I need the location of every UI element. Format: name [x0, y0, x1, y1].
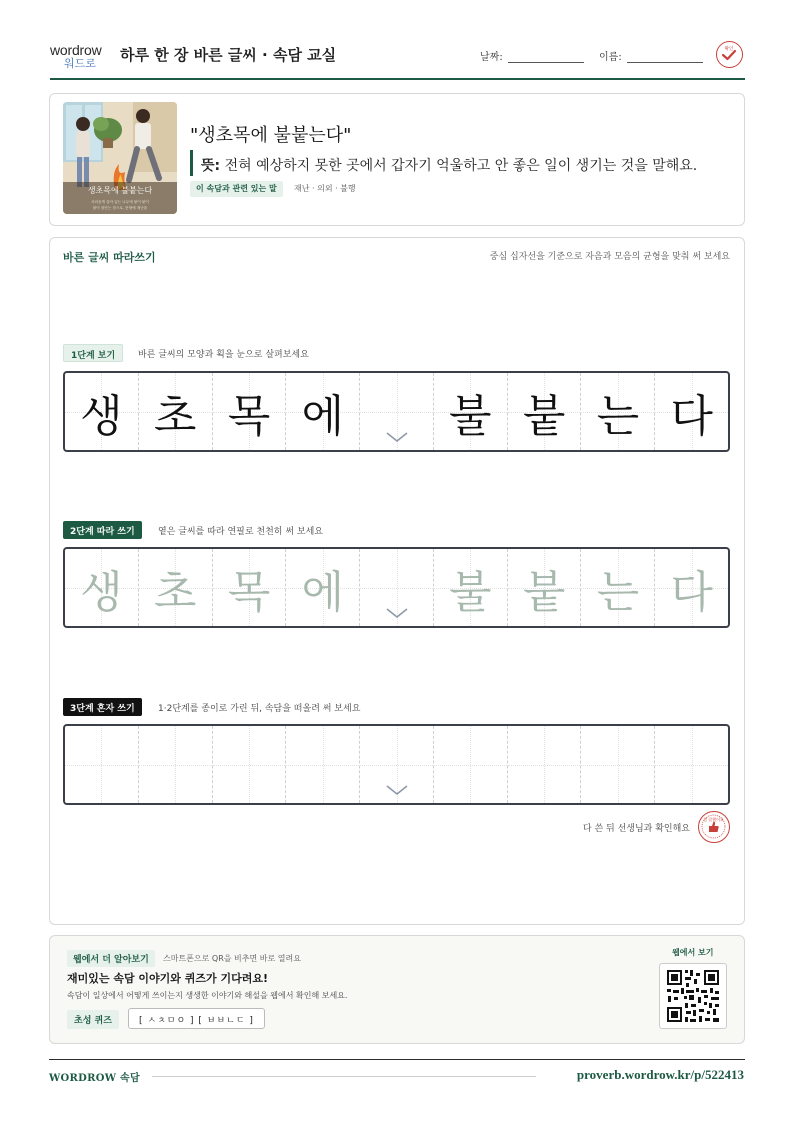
- blank-cell[interactable]: [655, 726, 728, 803]
- blank-cell[interactable]: [65, 726, 139, 803]
- header-divider: [50, 78, 745, 80]
- quiz-badge: 초성 퀴즈: [67, 1010, 119, 1029]
- web-title: 재미있는 속담 이야기와 퀴즈가 기다려요!: [67, 972, 268, 985]
- proverb-meaning: [201, 155, 697, 175]
- practice-hint: 중심 십자선을 기준으로 자음과 모음의 균형을 맞춰 써 보세요: [489, 252, 730, 262]
- name-field[interactable]: [627, 62, 703, 63]
- meaning-accent-bar: [190, 150, 193, 176]
- practice-title: 바른 글씨 따라쓰기: [63, 251, 156, 264]
- approval-stamp-icon: [716, 41, 743, 68]
- grid-cell: 목: [213, 373, 287, 450]
- stamp-label: 참 잘했어요: [703, 817, 724, 822]
- grid-cell: 에: [286, 373, 360, 450]
- grid-cell-space: [360, 373, 434, 450]
- step1-grid: [63, 371, 730, 452]
- illustration-caption: 생초목에 불붙는다: [87, 186, 153, 195]
- logo-subtext: 워드로: [64, 57, 96, 70]
- grid-cell: 초: [139, 373, 213, 450]
- step3-description: 1·2단계를 종이로 가린 뒤, 속담을 떠올려 써 보세요: [158, 704, 361, 714]
- trace-cell[interactable]: 에: [286, 549, 360, 626]
- name-label: 이름:: [599, 52, 622, 63]
- trace-cell-space[interactable]: [360, 549, 434, 626]
- trace-cell[interactable]: 초: [139, 549, 213, 626]
- date-field[interactable]: [508, 62, 584, 63]
- step3-badge: 3단계 혼자 쓰기: [63, 698, 142, 716]
- step3-grid[interactable]: [63, 724, 730, 805]
- trace-cell[interactable]: 생: [65, 549, 139, 626]
- space-chevron-icon: [386, 608, 408, 618]
- step2-badge: 2단계 따라 쓰기: [63, 521, 142, 539]
- trace-cell[interactable]: 는: [581, 549, 655, 626]
- footer-url-link[interactable]: proverb.wordrow.kr/p/522413: [576, 1067, 744, 1082]
- qr-code[interactable]: [659, 963, 727, 1029]
- blank-cell[interactable]: [508, 726, 582, 803]
- blank-cell-space[interactable]: [360, 726, 434, 803]
- qr-code-icon: [660, 964, 726, 1028]
- logo-text: wordrow: [50, 42, 102, 58]
- step1-description: 바른 글씨의 모양과 획을 눈으로 살펴보세요: [138, 350, 309, 360]
- web-learn-more-badge: 웹에서 더 알아보기: [67, 950, 155, 967]
- blank-cell[interactable]: [581, 726, 655, 803]
- step2-grid[interactable]: [63, 547, 730, 628]
- meaning-text: 전혀 예상하지 못한 곳에서 갑자기 억울하고 안 좋은 일이 생기는 것을 말해요.: [224, 158, 698, 174]
- illustration-sub2: 붙이 장단는 한으로, 뜻밖에 재난을: [92, 206, 148, 210]
- blank-cell[interactable]: [213, 726, 287, 803]
- blank-cell[interactable]: [139, 726, 213, 803]
- trace-cell[interactable]: 불: [434, 549, 508, 626]
- grid-cell: 다: [655, 373, 728, 450]
- blank-cell[interactable]: [286, 726, 360, 803]
- proverb-title: "생초목에 불붙는다": [190, 125, 352, 146]
- step1-badge: 1단계 보기: [63, 344, 123, 362]
- footer-brand: WORDROW 속담: [49, 1073, 140, 1084]
- grid-cell: 생: [65, 373, 139, 450]
- footer-separator-line: [152, 1076, 536, 1077]
- illustration-sub1: 서러움게 살아 있는 나무에 불이 붙이: [91, 200, 149, 204]
- page-title: 하루 한 장 바른 글씨 · 속담 교실: [120, 46, 337, 64]
- space-chevron-icon: [386, 785, 408, 795]
- meaning-label: 뜻:: [201, 158, 221, 174]
- stamp-label: 확인: [724, 47, 734, 52]
- step2-description: 옅은 글씨를 따라 연필로 천천히 써 보세요: [158, 527, 323, 537]
- web-qr-hint: 스마트폰으로 QR을 비추면 바로 열려요: [163, 954, 301, 963]
- chosung-quiz: [ ㅅㅊㅁㅇ ] [ ㅂㅂㄴㄷ ]: [128, 1008, 265, 1029]
- grid-cell: 붙: [508, 373, 582, 450]
- grid-cell: 는: [581, 373, 655, 450]
- space-chevron-icon: [386, 432, 408, 442]
- date-label: 날짜:: [480, 52, 503, 63]
- footer-divider: [49, 1059, 745, 1060]
- blank-cell[interactable]: [434, 726, 508, 803]
- grid-cell: 불: [434, 373, 508, 450]
- wordrow-logo: [50, 42, 110, 70]
- trace-cell[interactable]: 붙: [508, 549, 582, 626]
- qr-label: 웹에서 보기: [672, 948, 714, 957]
- teacher-check-text: 다 쓴 뒤 선생님과 확인해요: [582, 824, 690, 834]
- related-words: 재난 · 의외 · 불행: [294, 184, 356, 193]
- good-job-stamp-icon: [698, 811, 730, 843]
- trace-cell[interactable]: 목: [213, 549, 287, 626]
- proverb-illustration: [63, 102, 177, 214]
- related-words-badge: 이 속담과 관련 있는 말: [190, 181, 283, 197]
- trace-cell[interactable]: 다: [655, 549, 728, 626]
- web-description: 속담이 일상에서 어떻게 쓰이는지 생생한 이야기와 해설을 웹에서 확인해 보세요.: [67, 991, 348, 1000]
